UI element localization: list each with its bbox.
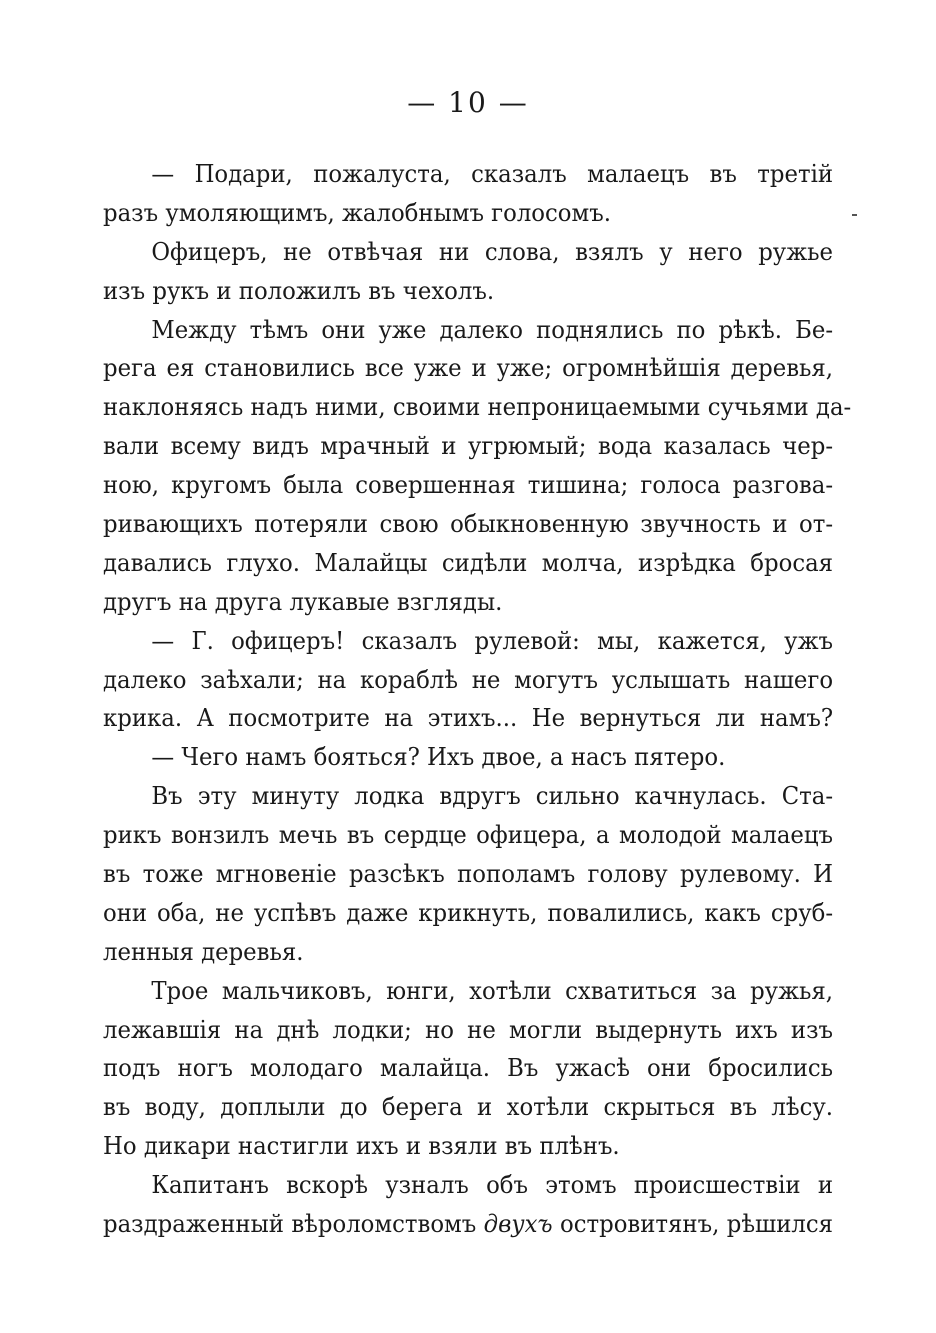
text-line: рега ея становились все уже и уже; огромнѣйшія деревья, [103,353,834,383]
text-line: Но дикари настигли ихъ и взяли въ плѣнъ. [103,1131,620,1161]
text-line: въ тоже мгновеніе разсѣкъ пополамъ голову рулевому. И [103,859,834,889]
text-line: — Чего намъ бояться? Ихъ двое, а насъ пятеро. [151,742,726,772]
text-line: подъ ногъ молодаго малайца. Въ ужасѣ они бросились [103,1053,834,1083]
text-line: давались глухо. Малайцы сидѣли молча, изрѣдка бросая [103,547,834,577]
text-line: они оба, не успѣвъ даже крикнуть, повалились, какъ сруб- [103,897,834,927]
final-line-start: раздраженный вѣроломствомъ [103,1209,484,1239]
final-line-end: островитянъ, рѣшился [552,1209,834,1239]
text-line: вали всему видъ мрачный и угрюмый; вода казалась чер- [103,431,834,461]
text-line: Въ эту минуту лодка вдругъ сильно качнулась. Ста- [151,781,834,811]
text-line: Трое мальчиковъ, юнги, хотѣли схватиться за ружья, [151,975,834,1005]
text-line: Между тѣмъ они уже далеко поднялись по рѣкѣ. Бе- [151,314,834,344]
text-line: далеко заѣхали; на кораблѣ не могутъ услышать нашего [103,664,834,694]
page-number: — 10 — [407,86,529,119]
text-line-final [103,1205,833,1244]
text-line: въ воду, доплыли до берега и хотѣли скрыться въ лѣсу. [103,1092,834,1122]
text-line: рикъ вонзилъ мечь въ сердце офицера, а молодой малаецъ [103,820,834,850]
final-line-italic-word: двухъ [483,1209,553,1239]
text-line: Капитанъ вскорѣ узналъ объ этомъ происшествіи и [151,1170,834,1200]
text-line: Офицеръ, не отвѣчая ни слова, взялъ у него ружье [151,236,834,266]
text-line: крика. А посмотрите на этихъ... Не вернуться ли намъ? [103,703,834,733]
scan-speck [852,214,857,216]
text-line: — Г. офицеръ! сказалъ рулевой: мы, кажется, ужъ [151,625,834,655]
text-line: изъ рукъ и положилъ въ чехолъ. [103,275,495,305]
text-line: лежавшія на днѣ лодки; но не могли выдернуть ихъ изъ [103,1014,834,1044]
body-text [103,155,852,1244]
text-line: — Подари, пожалуста, сказалъ малаецъ въ третій [151,159,834,188]
text-line: ривающихъ потеряли свою обыкновенную звучность и от- [103,509,834,539]
text-line: другъ на друга лукавые взгляды. [103,586,503,616]
text-line: разъ умоляющимъ, жалобнымъ голосомъ. [103,197,611,227]
text-line: ленныя деревья. [103,936,304,966]
text-line: ною, кругомъ была совершенная тишина; голоса разгова- [103,470,834,500]
text-line: наклоняясь надъ ними, своими непроницаемыми сучьями да- [103,392,852,422]
